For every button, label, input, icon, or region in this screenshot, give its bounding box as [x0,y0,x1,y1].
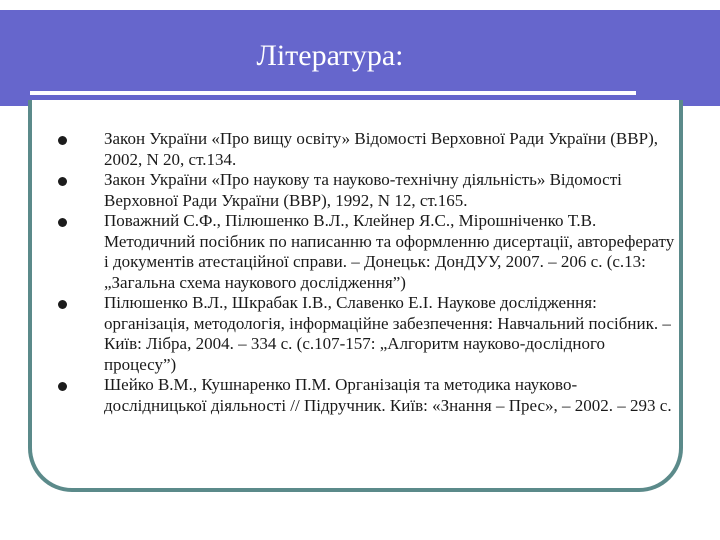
reference-list [0,129,676,416]
bullet-icon [58,300,67,309]
reference-text: Поважний С.Ф., Пілюшенко В.Л., Клейнер Я.С., Мірошніченко Т.В. Методичний посібник по написанню та оформленню дисертації, автореферату і документів атестаційної справи. – Донецьк: ДонДУУ, 2007. – 206 с. (с.13: „Загальна схема наукового дослідження”) [104,211,675,292]
list-item [0,375,676,416]
bullet-icon [58,382,67,391]
title-underline [30,91,636,95]
list-item [0,293,676,375]
reference-text: Закон України «Про вищу освіту» Відомості Верховної Ради України (ВВР), 2002, N 20, ст.134. [104,129,658,169]
list-item [0,211,676,293]
list-item [0,170,676,211]
slide-title: Література: [256,39,404,72]
reference-text: Закон України «Про наукову та науково-технічну діяльність» Відомості Верховної Ради України (ВВР), 1992, N 12, ст.165. [104,170,622,210]
bullet-icon [58,177,67,186]
list-item [0,129,676,170]
bullet-icon [58,136,67,145]
reference-text: Пілюшенко В.Л., Шкрабак І.В., Славенко Е.І. Наукове дослідження: організація, методологія, інформаційне забезпечення: Навчальний посібник. – Київ: Лібра, 2004. – 334 с. (с.107-157: „Алгоритм науково-дослідного процесу”) [104,293,671,374]
bullet-icon [58,218,67,227]
reference-text: Шейко В.М., Кушнаренко П.М. Організація та методика науково-дослідницької діяльності // Підручник. Київ: «Знання – Прес», – 2002. – 293 с. [104,375,672,415]
